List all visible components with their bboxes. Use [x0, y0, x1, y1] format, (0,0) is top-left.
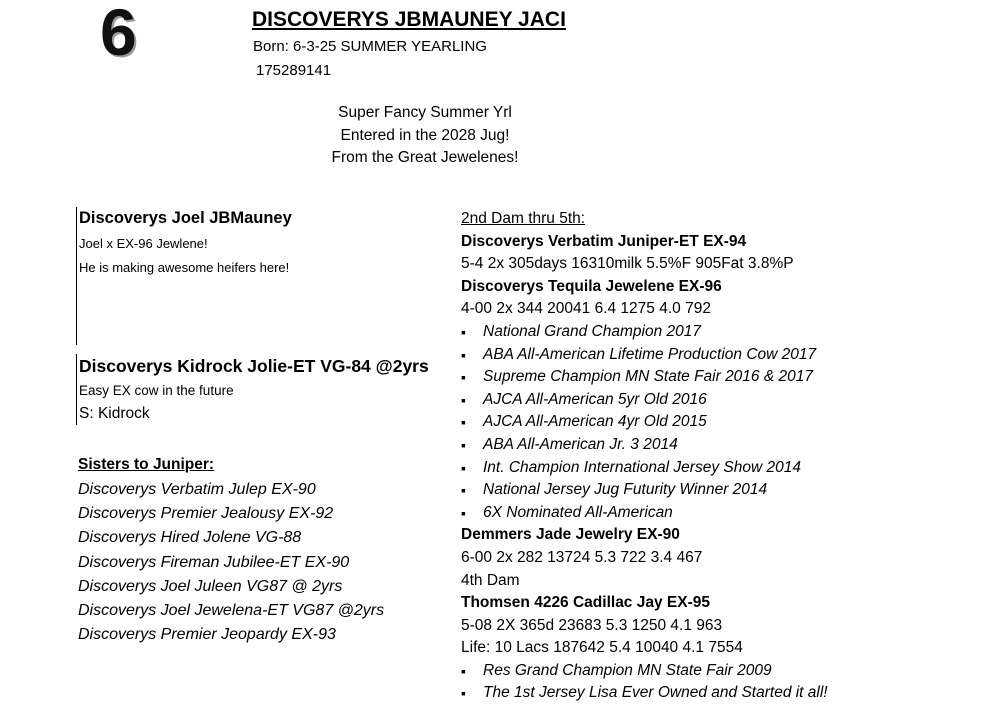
- honor-item: ▪ AJCA All-American 5yr Old 2016: [461, 389, 981, 412]
- dam2-name: Discoverys Verbatim Juniper-ET EX-94: [461, 232, 747, 250]
- honor-item: ▪ National Jersey Jug Futurity Winner 2014: [461, 479, 981, 502]
- sire-note: He is making awesome heifers here!: [79, 260, 290, 275]
- dam5-label: 4th Dam: [461, 571, 520, 589]
- dam4-name: Demmers Jade Jewelry EX-90: [461, 526, 680, 544]
- dams-pedigree: [461, 208, 981, 705]
- lot-number: 6: [100, 0, 137, 69]
- birth-date: Born: 6-3-25 SUMMER YEARLING: [253, 38, 487, 55]
- honor-item: ▪ AJCA All-American 4yr Old 2015: [461, 411, 981, 434]
- tagline: [320, 102, 530, 170]
- dam5-lifetime: Life: 10 Lacs 187642 5.4 10040 4.1 7554: [461, 639, 743, 657]
- honor-item: ▪ ABA All-American Jr. 3 2014: [461, 434, 981, 457]
- dam5-record: 5-08 2X 365d 23683 5.3 1250 4.1 963: [461, 616, 723, 634]
- sire-note: Joel x EX-96 Jewlene!: [79, 236, 208, 251]
- dams-heading: 2nd Dam thru 5th:: [461, 210, 586, 227]
- dam2-record: 5-4 2x 305days 16310milk 5.5%F 905Fat 3.8%P: [461, 255, 794, 273]
- dam-sire: S: Kidrock: [79, 405, 150, 422]
- tagline-line: Entered in the 2028 Jug!: [340, 126, 510, 144]
- sire-name: Discoverys Joel JBMauney: [79, 209, 292, 227]
- honor-item: ▪ The 1st Jersey Lisa Ever Owned and Started it all!: [461, 682, 981, 705]
- sister-item: Discoverys Fireman Jubilee-ET EX-90: [78, 553, 350, 571]
- dam4-record: 6-00 2x 282 13724 5.3 722 3.4 467: [461, 548, 703, 566]
- sister-item: Discoverys Joel Jewelena-ET VG87 @2yrs: [78, 602, 385, 620]
- tagline-line: From the Great Jewelenes!: [331, 149, 519, 166]
- sister-item: Discoverys Premier Jealousy EX-92: [78, 505, 334, 523]
- dam5-name: Thomsen 4226 Cadillac Jay EX-95: [461, 594, 710, 612]
- sister-item: Discoverys Joel Juleen VG87 @ 2yrs: [78, 577, 343, 595]
- animal-header: [252, 6, 566, 81]
- sisters-section: [78, 455, 384, 647]
- tagline-line: Super Fancy Summer Yrl: [338, 104, 512, 121]
- sisters-heading: Sisters to Juniper:: [78, 456, 215, 473]
- sister-item: Discoverys Hired Jolene VG-88: [78, 529, 302, 547]
- dam-note: Easy EX cow in the future: [79, 383, 234, 398]
- dam-section: [76, 354, 439, 425]
- animal-title: DISCOVERYS JBMAUNEY JACI: [252, 8, 566, 31]
- honor-item: ▪ Res Grand Champion MN State Fair 2009: [461, 660, 981, 683]
- honor-item: ▪ National Grand Champion 2017: [461, 321, 981, 344]
- honor-item: ▪ ABA All-American Lifetime Production Cow 2017: [461, 344, 981, 367]
- sister-item: Discoverys Premier Jeopardy EX-93: [78, 626, 336, 644]
- dam3-record: 4-00 2x 344 20041 6.4 1275 4.0 792: [461, 300, 711, 318]
- honor-item: ▪ Int. Champion International Jersey Show 2014: [461, 457, 981, 480]
- sister-item: Discoverys Verbatim Julep EX-90: [78, 481, 316, 498]
- honor-item: ▪ 6X Nominated All-American: [461, 502, 981, 525]
- dam3-name: Discoverys Tequila Jewelene EX-96: [461, 277, 722, 295]
- honor-item: ▪ Supreme Champion MN State Fair 2016 & 2017: [461, 366, 981, 389]
- registration-number: 175289141: [256, 62, 332, 79]
- sire-section: [76, 207, 399, 345]
- dam-name: Discoverys Kidrock Jolie-ET VG-84 @2yrs: [79, 356, 429, 376]
